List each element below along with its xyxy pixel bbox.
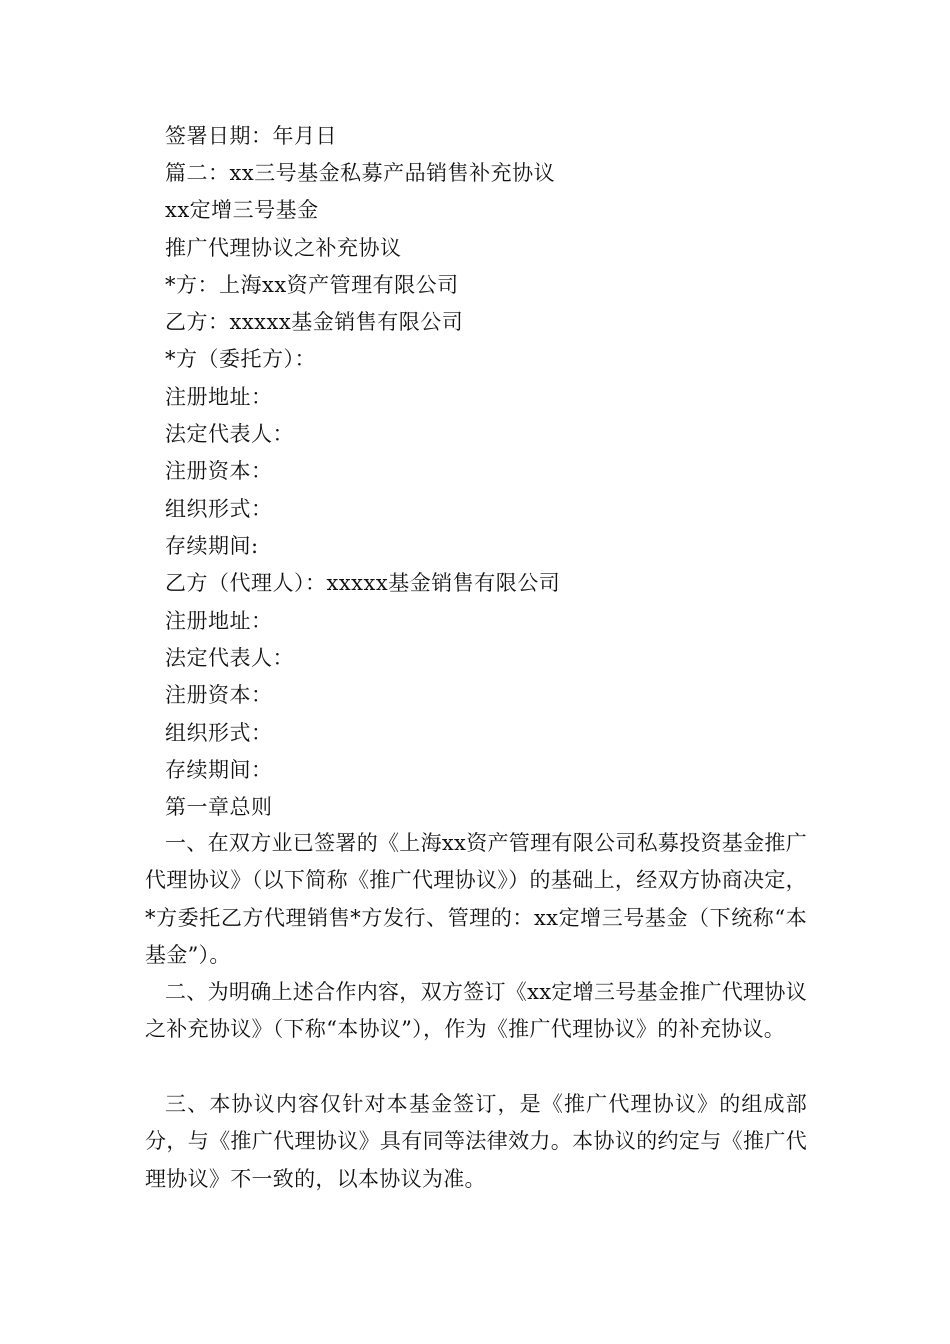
party-b-duration-label: 存续期间： xyxy=(165,758,273,782)
fund-name-line: xx定增三号基金 xyxy=(165,198,319,222)
clause-two: 二、为明确上述合作内容，双方签订《xx定增三号基金推广代理协议之补充协议》（下称“本协议”），作为《推广代理协议》的补充协议。 xyxy=(145,980,807,1042)
party-a-principal-heading: *方（委托方）： xyxy=(165,347,316,371)
party-a-line: *方：上海xx资产管理有限公司 xyxy=(165,273,459,297)
party-b-form-label: 组织形式： xyxy=(165,721,273,745)
chapter-one-title: 第一章总则 xyxy=(165,795,273,819)
signing-date-line: 签署日期：年月日 xyxy=(165,124,337,148)
chapter-heading: 篇二：xx三号基金私募产品销售补充协议 xyxy=(165,161,556,185)
party-a-capital-label: 注册资本： xyxy=(165,459,273,483)
party-b-line: 乙方：xxxxx基金销售有限公司 xyxy=(165,310,464,334)
party-b-agent-heading: 乙方（代理人）：xxxxx基金销售有限公司 xyxy=(165,571,561,595)
party-b-representative-label: 法定代表人： xyxy=(165,646,294,670)
party-b-address-label: 注册地址： xyxy=(165,609,273,633)
party-b-capital-label: 注册资本： xyxy=(165,683,273,707)
agreement-title-line: 推广代理协议之补充协议 xyxy=(165,236,402,260)
party-a-duration-label: 存续期间: xyxy=(165,534,259,558)
clause-one: 一、在双方业已签署的《上海xx资产管理有限公司私募投资基金推广代理协议》（以下简称《推广代理协议》）的基础上，经双方协商决定，*方委托乙方代理销售*方发行、管理的：xx定增三号基金（下统称“本基金”）。 xyxy=(145,831,807,967)
party-a-form-label: 组织形式： xyxy=(165,497,273,521)
party-a-representative-label: 法定代表人： xyxy=(165,422,294,446)
clause-three: 三、本协议内容仅针对本基金签订，是《推广代理协议》的组成部分，与《推广代理协议》具有同等法律效力。本协议的约定与《推广代理协议》不一致的，以本协议为准。 xyxy=(145,1092,807,1191)
party-a-address-label: 注册地址： xyxy=(165,385,273,409)
